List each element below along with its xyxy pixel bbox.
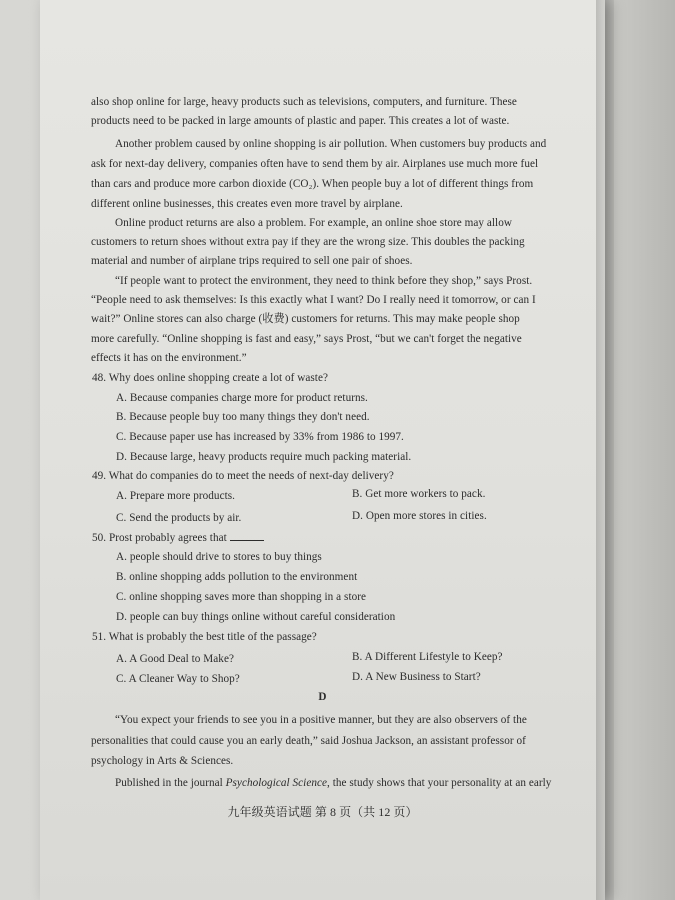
- passage-line: wait?” Online stores can also charge (收费) customers for returns. This may make people shop: [91, 313, 520, 325]
- question-48-option-b: B. Because people buy too many things they don't need.: [116, 411, 370, 423]
- question-50-stem: [92, 531, 264, 545]
- section-d-line: personalities that could cause you an early death,” said Joshua Jackson, an assistant professor of: [91, 735, 526, 747]
- passage-line: material and number of airplane trips required to sell one pair of shoes.: [91, 255, 413, 267]
- question-51-option-c: C. A Cleaner Way to Shop?: [116, 673, 240, 685]
- passage-line: more carefully. “Online shopping is fast and easy,” says Prost, “but we can't forget the negative: [91, 333, 522, 345]
- published-prefix: Published in the journal: [115, 777, 226, 789]
- passage-line: Online product returns are also a problem. For example, an online shoe store may allow: [115, 217, 512, 229]
- question-48-option-d: D. Because large, heavy products require much packing material.: [116, 451, 412, 463]
- question-51-stem: 51. What is probably the best title of the passage?: [92, 631, 317, 643]
- question-49-option-d: D. Open more stores in cities.: [352, 510, 487, 522]
- passage-line: “People need to ask themselves: Is this exactly what I want? Do I really need it tomorrow, or can I: [91, 294, 536, 306]
- question-49-option-c: C. Send the products by air.: [116, 512, 242, 524]
- question-51-option-b: B. A Different Lifestyle to Keep?: [352, 651, 503, 663]
- published-rest: the study shows that your personality at an early: [332, 777, 552, 789]
- passage-line: ask for next-day delivery, companies often have to send them by air. Airplanes use much more fuel: [91, 158, 539, 170]
- passage-line: “If people want to protect the environment, they need to think before they shop,” says Prost.: [115, 275, 533, 287]
- question-51-option-a: A. A Good Deal to Make?: [116, 653, 234, 665]
- passage-line: than cars and produce more carbon dioxide (CO₂). When people buy a lot of different things from: [91, 178, 534, 190]
- question-48-option-c: C. Because paper use has increased by 33% from 1986 to 1997.: [116, 431, 404, 443]
- passage-line: Another problem caused by online shopping is air pollution. When customers buy products and: [115, 138, 547, 150]
- question-49-stem: 49. What do companies do to meet the needs of next-day delivery?: [92, 470, 394, 482]
- passage-line: effects it has on the environment.”: [91, 352, 247, 364]
- question-48-option-a: A. Because companies charge more for product returns.: [116, 392, 368, 404]
- section-d-line: psychology in Arts & Sciences.: [91, 755, 234, 767]
- answer-blank: [230, 531, 264, 541]
- exam-page: [40, 0, 605, 900]
- right-paper-strip: [614, 0, 675, 900]
- page-footer: 九年级英语试题 第 8 页（共 12 页）: [227, 805, 418, 819]
- section-d-title: D: [318, 691, 327, 703]
- question-50-option-d: D. people can buy things online without careful consideration: [116, 611, 396, 623]
- section-d-published-line: [115, 776, 551, 790]
- journal-name: Psychological Science: [225, 777, 328, 789]
- question-50-stem-text: 50. Prost probably agrees that: [92, 532, 227, 544]
- question-51-option-d: D. A New Business to Start?: [352, 671, 481, 683]
- question-50-option-b: B. online shopping adds pollution to the environment: [116, 571, 358, 583]
- question-49-option-a: A. Prepare more products.: [116, 490, 235, 502]
- passage-line: customers to return shoes without extra pay if they are the wrong size. This doubles the packing: [91, 236, 525, 248]
- passage-line: different online businesses, this creates even more travel by airplane.: [91, 198, 403, 210]
- page-edge-shadow: [596, 0, 614, 900]
- passage-line: also shop online for large, heavy products such as televisions, computers, and furniture. These: [91, 96, 517, 108]
- passage-line: products need to be packed in large amounts of plastic and paper. This creates a lot of waste.: [91, 115, 510, 127]
- question-50-option-c: C. online shopping saves more than shopping in a store: [116, 591, 367, 603]
- question-49-option-b: B. Get more workers to pack.: [352, 488, 486, 500]
- question-50-option-a: A. people should drive to stores to buy things: [116, 551, 322, 563]
- section-d-line: “You expect your friends to see you in a positive manner, but they are also observers of the: [115, 714, 527, 726]
- published-suffix: ,: [327, 777, 333, 789]
- question-48-stem: 48. Why does online shopping create a lot of waste?: [92, 372, 328, 384]
